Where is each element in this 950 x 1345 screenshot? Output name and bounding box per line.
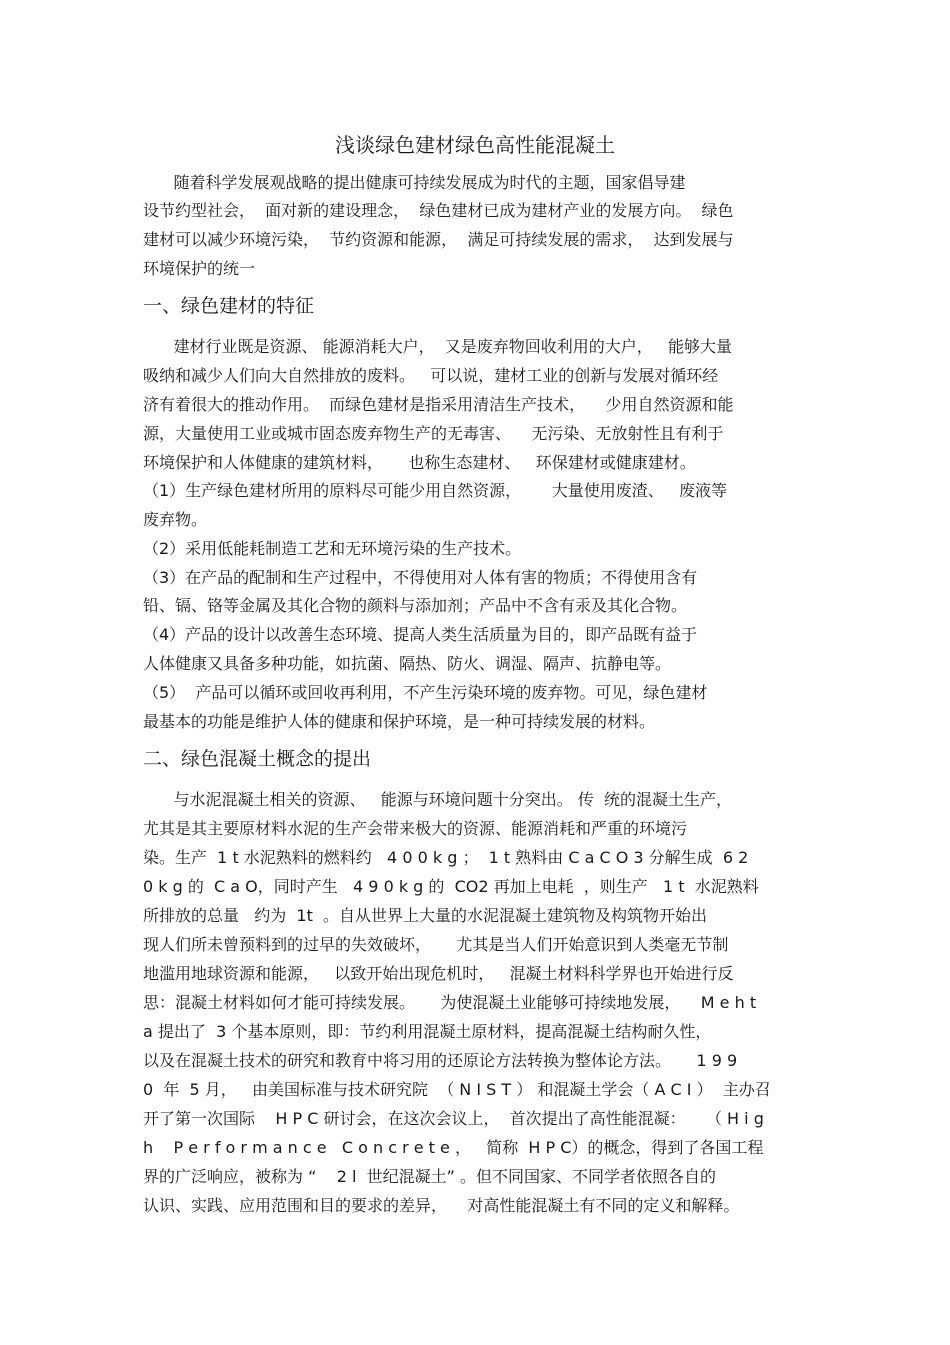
paragraph-line: 尤其是其主要原材料水泥的生产会带来极大的资源、能源消耗和严重的环境污 bbox=[143, 819, 688, 838]
intro-line: 设节约型社会， 面对新的建设理念， 绿色建材已成为建材产业的发展方向。 绿色 bbox=[143, 201, 734, 220]
paragraph-line: h P e r f o r m a n c e C o n c r e t e ， 简称 H P C）的概念，得到了各国工程 bbox=[143, 1138, 764, 1157]
section-heading: 一、绿色建材的特征 bbox=[143, 295, 315, 317]
intro-line: 建材可以减少环境污染， 节约资源和能源， 满足可持续发展的需求， 达到发展与 bbox=[143, 230, 734, 249]
intro-line: 随着科学发展观战略的提出健康可持续发展成为时代的主题，国家倡导建 bbox=[143, 173, 686, 192]
list-item: （3）在产品的配制和生产过程中，不得使用对人体有害的物质；不得使用含有 bbox=[143, 568, 698, 587]
paragraph-line: 认识、实践、应用范围和目的要求的差异， 对高性能混凝土有不同的定义和解释。 bbox=[143, 1196, 740, 1215]
paragraph-line: 源，大量使用工业或城市固态废弃物生产的无毒害、 无污染、无放射性且有利于 bbox=[143, 424, 724, 443]
list-item: 人体健康又具备多种功能，如抗菌、隔热、防火、调湿、隔声、抗静电等。 bbox=[143, 654, 672, 673]
paragraph-line: 界的广泛响应，被称为 “ 2 l 世纪混凝土” 。但不同国家、不同学者依照各自的 bbox=[143, 1167, 716, 1186]
paragraph-line: 染。生产 1 t 水泥熟料的燃料约 4 0 0 k g ； 1 t 熟料由 C a C O 3 分解生成 6 2 bbox=[143, 848, 749, 867]
list-item: 最基本的功能是维护人体的健康和保护环境，是一种可持续发展的材料。 bbox=[143, 712, 656, 731]
intro-line: 环境保护的统一 bbox=[143, 259, 256, 278]
paragraph-line: 吸纳和减少人们向大自然排放的废料。 可以说，建材工业的创新与发展对循环经 bbox=[143, 366, 719, 385]
paragraph-line: 以及在混凝土技术的研究和教育中将习用的还原论方法转换为整体论方法。 1 9 9 bbox=[143, 1051, 738, 1070]
paragraph-line: a 提出了 3 个基本原则，即：节约利用混凝土原材料，提高混凝土结构耐久性， bbox=[143, 1022, 712, 1041]
paragraph-line: 0 年 5 月， 由美国标准与技术研究院 （ N I S T ） 和混凝土学会（ A C I ） 主办召 bbox=[143, 1080, 771, 1099]
paragraph-line: 思：混凝土材料如何才能可持续发展。 为使混凝土业能够可持续地发展， M e h t bbox=[143, 993, 757, 1012]
paragraph-line: 所排放的总量 约为 1t 。自从世界上大量的水泥混凝土建筑物及构筑物开始出 bbox=[143, 906, 708, 925]
list-item: （4）产品的设计以改善生态环境、提高人类生活质量为目的，即产品既有益于 bbox=[143, 625, 698, 644]
paragraph-line: 与水泥混凝土相关的资源、 能源与环境问题十分突出。 传 统的混凝土生产， bbox=[143, 790, 733, 809]
paragraph-line: 环境保护和人体健康的建筑材料， 也称生态建材、 环保建材或健康建材。 bbox=[143, 453, 696, 472]
list-item: （2）采用低能耗制造工艺和无环境污染的生产技术。 bbox=[143, 539, 522, 558]
paragraph-line: 地滥用地球资源和能源， 以致开始出现危机时， 混凝土材料科学界也开始进行反 bbox=[143, 964, 734, 983]
paragraph-line: 0 k g 的 C a O，同时产生 4 9 0 k g 的 CO2 再加上电耗 ，则生产 1 t 水泥熟料 bbox=[143, 877, 759, 896]
section-heading: 二、绿色混凝土概念的提出 bbox=[143, 748, 372, 770]
list-item: （1）生产绿色建材所用的原料尽可能少用自然资源， 大量使用废渣、 废液等 bbox=[143, 481, 727, 500]
paragraph-line: 建材行业既是资源、 能源消耗大户， 又是废弃物回收利用的大户， 能够大量 bbox=[143, 337, 733, 356]
paragraph-line: 开了第一次国际 H P C 研讨会，在这次会议上， 首次提出了高性能混凝： （ H i g bbox=[143, 1109, 764, 1128]
list-item: 废弃物。 bbox=[143, 510, 208, 529]
list-item: 铅、镉、铬等金属及其化合物的颜料与添加剂；产品中不含有汞及其化合物。 bbox=[143, 596, 688, 615]
paragraph-line: 济有着很大的推动作用。 而绿色建材是指采用清洁生产技术， 少用自然资源和能 bbox=[143, 395, 734, 414]
paragraph-line: 现人们所未曾预料到的过早的失效破坏， 尤其是当人们开始意识到人类毫无节制 bbox=[143, 935, 729, 954]
document-title: 浅谈绿色建材绿色高性能混凝土 bbox=[335, 133, 615, 157]
list-item: （5） 产品可以循环或回收再利用，不产生污染环境的废弃物。可见，绿色建材 bbox=[143, 683, 708, 702]
